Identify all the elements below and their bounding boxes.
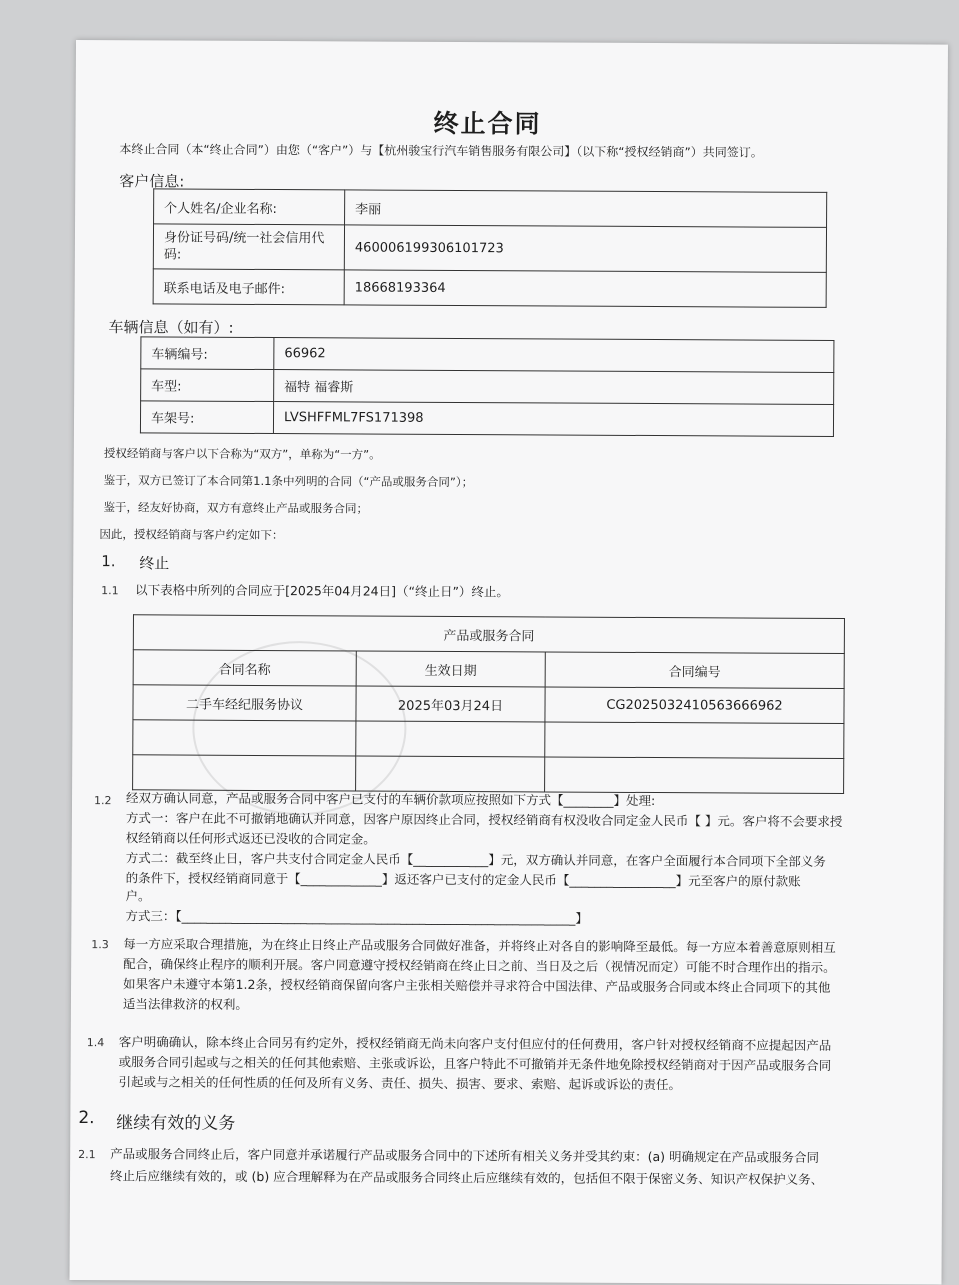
- clause-1-1-number: 1.1: [101, 584, 119, 598]
- clause-1-2-option-2-line-3: 户。: [125, 888, 151, 904]
- clause-1-2-option-2-line-2: 的条件下，授权经销商同意于【_____________】返还客户已支付的定金人民币【_________________】元至客户的原付款账: [125, 870, 801, 889]
- cell-empty: [356, 721, 545, 757]
- cell-effective-date: 2025年03月24日: [356, 686, 545, 722]
- intro-paragraph: 本终止合同（本“终止合同”）由您（“客户”）与【杭州骏宝行汽车销售服务有限公司】（以下称“授权经销商”）共同签订。: [119, 142, 763, 160]
- table-row: [141, 337, 834, 373]
- clause-1-3-line-2: 配合，确保终止程序的顺利开展。客户同意遵守授权经销商在终止日之前、当日及之后（视情况而定）可能不时合理作出的指示。: [123, 956, 836, 975]
- clause-1-2-lead: 经双方确认同意，产品或服务合同中客户已支付的车辆价款项应按照如下方式【________】处理:: [125, 790, 656, 809]
- vehicle-number-label: 车辆编号:: [141, 337, 274, 370]
- table-row: [133, 755, 844, 794]
- section-2-number: 2.: [78, 1108, 95, 1129]
- clause-1-2-option-2-line-1: 方式二：截至终止日，客户共支付合同定金人民币【____________】元，双方确认并同意，在客户全面履行本合同项下全部义务: [125, 850, 826, 869]
- cell-empty: [356, 756, 545, 792]
- table-row: [141, 369, 834, 405]
- table-row: [133, 615, 844, 654]
- section-2-title: 继续有效的义务: [116, 1113, 236, 1134]
- clause-1-2-number: 1.2: [93, 794, 112, 808]
- clause-1-3-line-4: 适当法律救济的权利。: [122, 996, 249, 1012]
- customer-id-label: 身份证号码/统一社会信用代码:: [153, 224, 344, 270]
- table-row: [140, 401, 833, 437]
- table-header-row: [133, 650, 844, 689]
- header-contract-number: 合同编号: [545, 652, 844, 689]
- section-1-number: 1.: [101, 552, 116, 571]
- clause-1-4-number: 1.4: [86, 1036, 105, 1050]
- customer-contact-value: 18668193364: [344, 270, 826, 308]
- document-title: 终止合同: [433, 108, 542, 139]
- recital-3: 鉴于，经友好协商，双方有意终止产品或服务合同；: [103, 500, 369, 516]
- vehicle-model-label: 车型:: [141, 369, 274, 402]
- vin-label: 车架号:: [140, 401, 273, 434]
- clause-1-3-number: 1.3: [91, 938, 109, 952]
- header-contract-name: 合同名称: [133, 650, 356, 686]
- customer-name-label: 个人姓名/企业名称:: [154, 189, 345, 225]
- table-row: [154, 189, 827, 228]
- clause-1-1-text: 以下表格中所列的合同应于[2025年04月24日]（“终止日”）终止。: [135, 582, 509, 600]
- clause-2-1-line-2: 终止后应继续有效的，或 (b) 应合理解释为在产品或服务合同终止后应继续有效的，包括但不限于保密义务、知识产权保护义务、: [110, 1168, 824, 1187]
- contract-page: [70, 40, 948, 1285]
- table-row: [153, 224, 826, 273]
- recital-2: 鉴于，双方已签订了本合同第1.1条中列明的合同（“产品或服务合同”）；: [103, 473, 474, 490]
- clause-1-3-line-3: 如果客户未遵守本第1.2条，授权经销商保留向客户主张相关赔偿并寻求符合中国法律、产品或服务合同或本终止合同项下的其他: [123, 976, 831, 995]
- cell-empty: [545, 757, 844, 794]
- vehicle-model-value: 福特 福睿斯: [274, 370, 834, 405]
- vehicle-number-value: 66962: [274, 338, 834, 373]
- customer-name-value: 李丽: [345, 190, 827, 228]
- cell-contract-number: CG2025032410563666962: [545, 687, 844, 724]
- cell-contract-name: 二手车经纪服务协议: [133, 685, 356, 721]
- customer-info-heading: 客户信息:: [119, 172, 185, 191]
- clause-1-2-option-1-line-2: 权经销商以任何形式返还已没收的合同定金。: [125, 830, 376, 847]
- clause-1-4-line-1: 客户明确确认，除本终止合同另有约定外，授权经销商无尚未向客户支付但应付的任何费用，客户针对授权经销商不应提起因产品: [118, 1034, 832, 1053]
- clause-1-2-option-3: 方式三：【_______________________________________________________________】: [125, 908, 588, 926]
- table-row: [153, 269, 826, 308]
- table-row: [133, 685, 844, 724]
- cell-empty: [545, 722, 844, 759]
- clause-2-1-number: 2.1: [78, 1148, 96, 1162]
- clause-2-1-line-1: 产品或服务合同终止后，客户同意并承诺履行产品或服务合同中的下述所有相关义务并受其约束：(a) 明确规定在产品或服务合同: [110, 1146, 820, 1165]
- contract-table-caption: 产品或服务合同: [133, 615, 844, 654]
- clause-1-2-option-1-line-1: 方式一：客户在此不可撤销地确认并同意，因客户原因终止合同，授权经销商有权没收合同定金人民币【 】元。客户将不会要求授: [125, 810, 843, 830]
- vin-value: LVSHFFML7FS171398: [273, 402, 833, 437]
- cell-empty: [133, 720, 356, 756]
- cell-empty: [133, 755, 356, 791]
- recital-4: 因此，授权经销商与客户约定如下：: [99, 527, 284, 543]
- header-effective-date: 生效日期: [356, 651, 545, 687]
- contract-table: [132, 614, 845, 794]
- clause-1-4-line-2: 或服务合同引起或与之相关的任何其他索赔、主张或诉讼，且客户特此不可撤销并无条件地免除授权经销商对于因产品或服务合同: [118, 1054, 832, 1073]
- customer-id-value: 460006199306101723: [344, 225, 826, 273]
- clause-1-4-line-3: 引起或与之相关的任何性质的任何及所有义务、责任、损失、损害、要求、索赔、起诉或诉讼的责任。: [118, 1074, 682, 1093]
- customer-contact-label: 联系电话及电子邮件:: [153, 269, 344, 305]
- clause-1-3-line-1: 每一方应采取合理措施，为在终止日终止产品或服务合同做好准备，并将终止对各自的影响降至最低。每一方应本着善意原则相互: [123, 936, 836, 955]
- customer-info-table: [153, 188, 828, 308]
- recital-1: 授权经销商与客户以下合称为“双方”，单称为“一方”。: [103, 446, 381, 462]
- vehicle-info-heading: 车辆信息（如有）:: [108, 318, 234, 337]
- vehicle-info-table: [140, 336, 834, 437]
- table-row: [133, 720, 844, 759]
- section-1-title: 终止: [139, 554, 170, 573]
